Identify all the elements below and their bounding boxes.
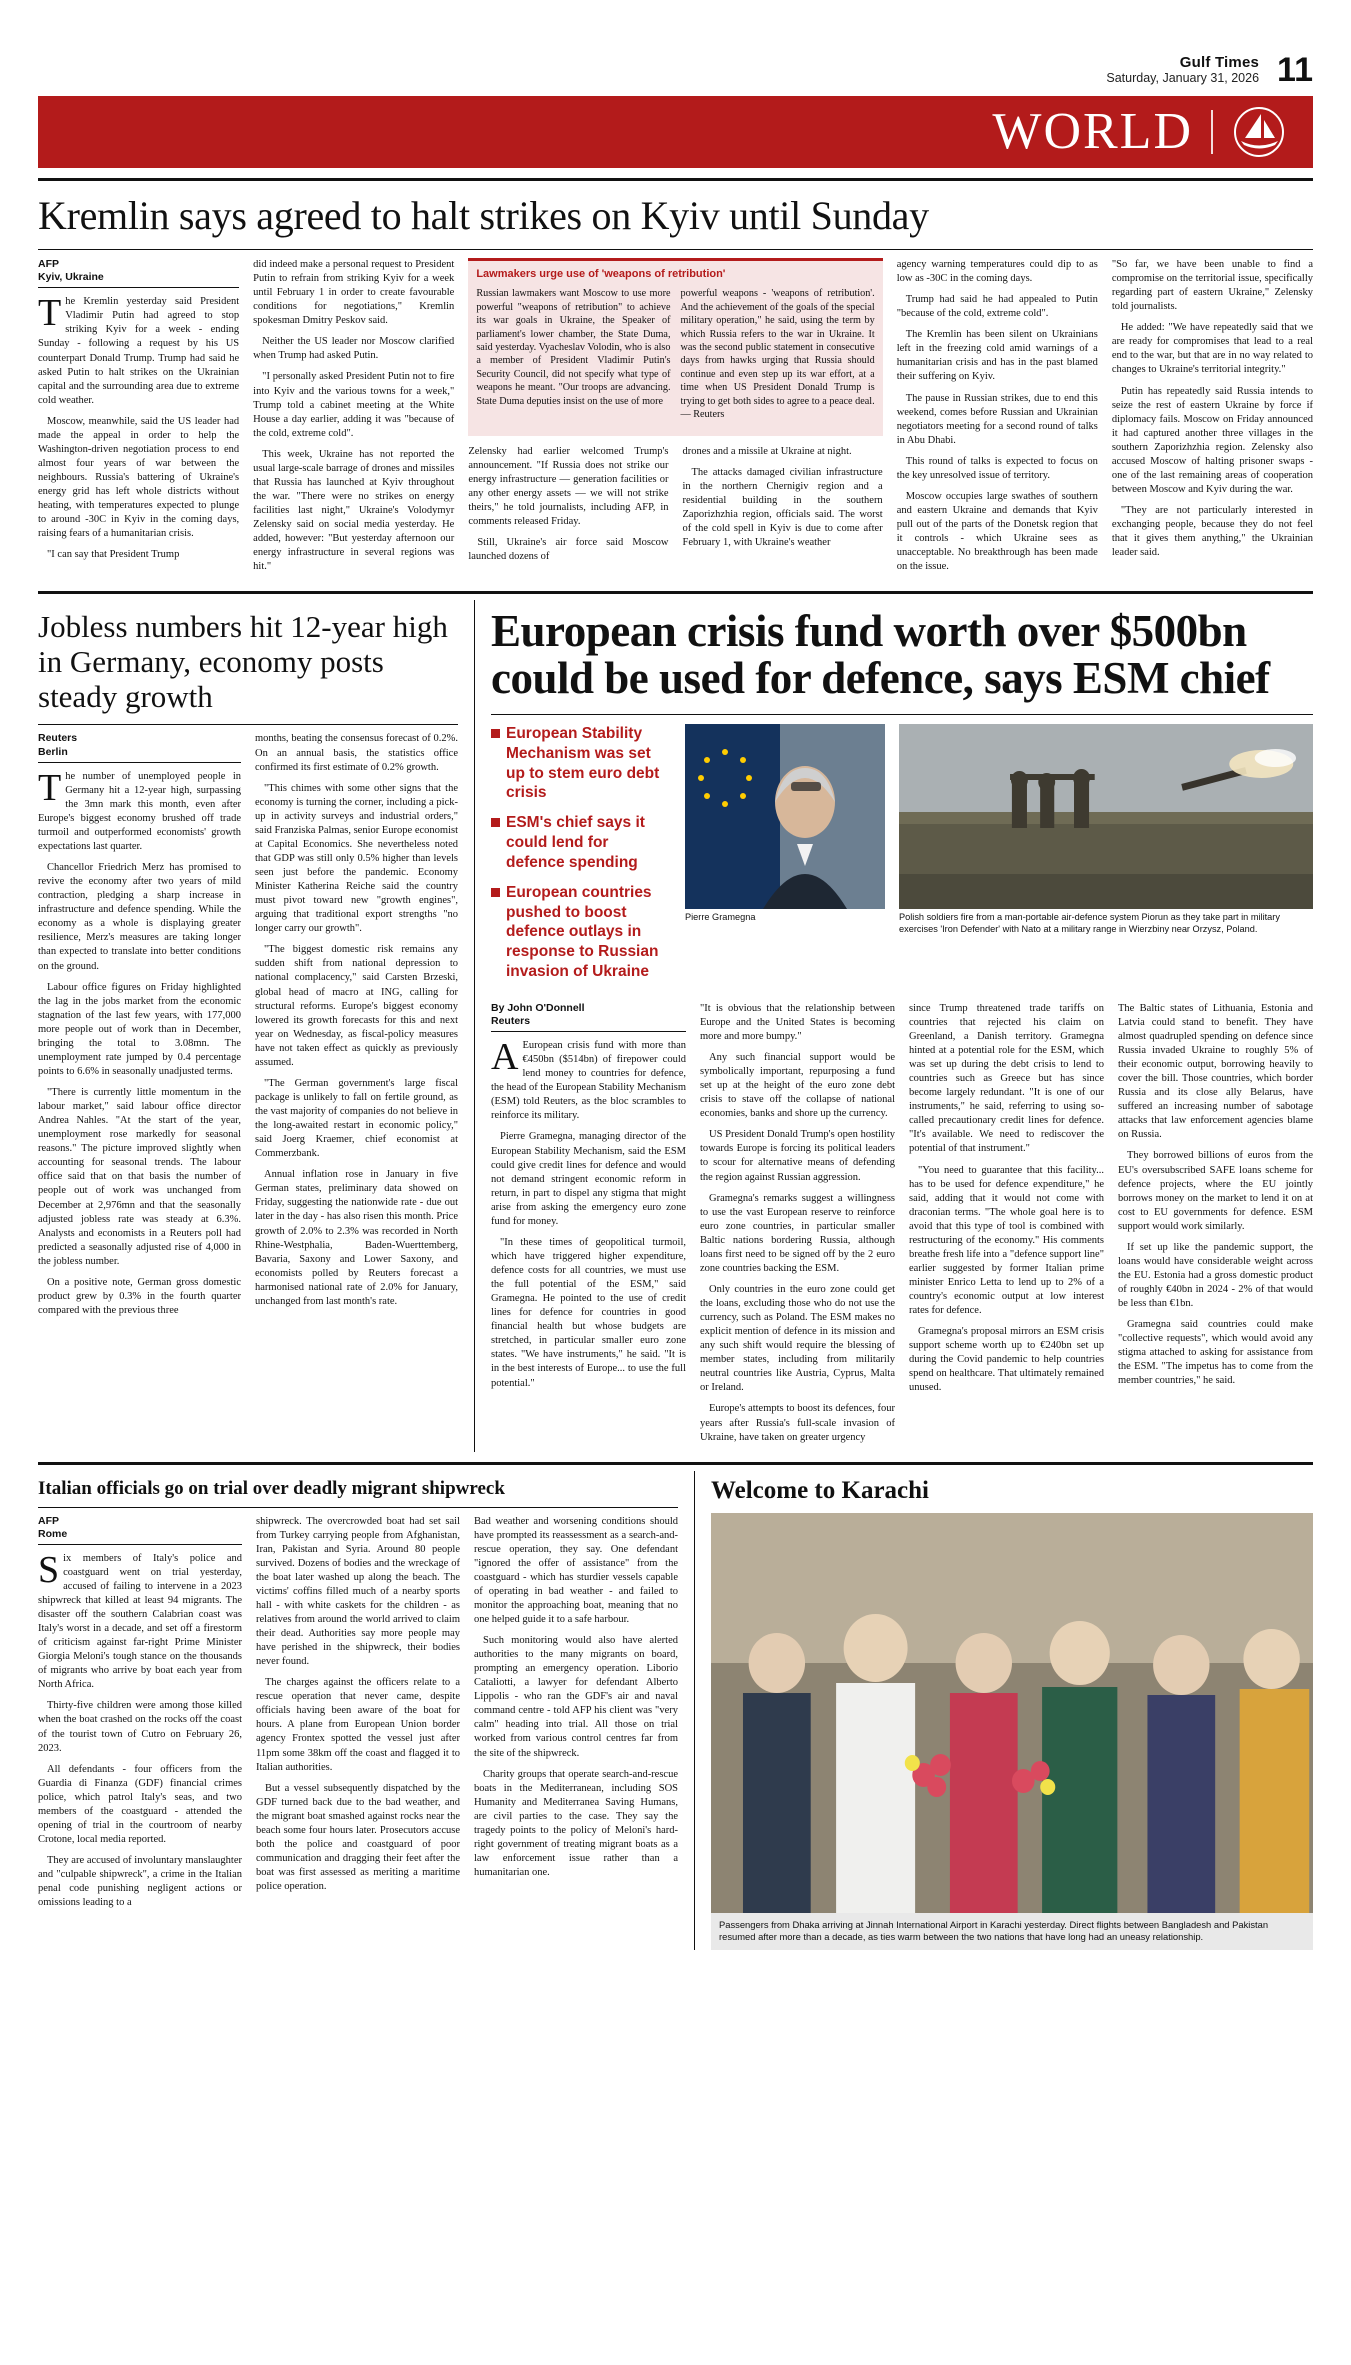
- paragraph: "It is obvious that the relationship between Europe and the United States is becoming more and more bumpy.": [700, 1002, 895, 1042]
- lead-headline: Kremlin says agreed to halt strikes on Kyiv until Sunday: [38, 193, 929, 238]
- paragraph: But a vessel subsequently dispatched by the GDF turned back due to the bad weather, and the migrant boat smashed against rocks near the beach some four hours later. Prosecutors accuse both the police and coastguard of poor communication and dragging their feet after the boat was first assessed as meriting a maritime police operation.: [256, 1782, 460, 1893]
- paragraph: The Kremlin has been silent on Ukrainians left in the freezing cold amid warnings of a humanitarian crisis and has in the past blamed their suffering on Kyiv.: [896, 329, 1098, 383]
- lead-col-3-4: [468, 258, 882, 581]
- esm-bullets: [491, 724, 671, 992]
- paragraph: "So far, we have been unable to find a compromise on the territorial issue, specifically regarding part of eastern Ukraine," Zelensky told journalists.: [1111, 259, 1313, 313]
- paragraph: He added: "We have repeatedly said that we are ready for compromises that lead to a real end to the war, but that are in no way related to changes to Ukraine's territorial integrity.": [1111, 322, 1313, 376]
- lead-col-2-text: [253, 258, 454, 574]
- paragraph: "The biggest domestic risk remains any sudden shift from national depression to national complacency," said Carsten Brzeski, global head of macro at ING, calling for structural reforms. Europe's biggest economy lowered its growth forecasts for this and next year on Wednesday, as fiscal-policy measures have not taken effect as quickly as previously assumed.: [255, 944, 458, 1068]
- esm-bullet-1: European Stability Mechanism was set up to stem euro debt crisis: [491, 724, 671, 803]
- germany-col-2-text: [255, 732, 458, 1308]
- germany-byline-agency: Reuters: [38, 732, 78, 745]
- paragraph: "They are not particularly interested in exchanging people, because they do not feel that it gives them anything," the Ukrainian leader said.: [1111, 505, 1313, 559]
- paragraph: The attacks damaged civilian infrastructure in the northern Chernigiv region and a residential building in the southern Zaporizhzhia region, officials said. The worst of the cold spell in Kyiv is due to come after February 1, with Ukraine's weather: [682, 466, 883, 549]
- banner-divider: [1211, 110, 1213, 154]
- karachi-headline: Welcome to Karachi: [711, 1476, 929, 1504]
- esm-bullet-2: ESM's chief says it could lend for defence spending: [491, 813, 671, 872]
- shipwreck-headline-rule: [38, 1507, 678, 1508]
- shipwreck-byline-location: Rome: [38, 1527, 68, 1540]
- esm-photo-2-wrap: [899, 724, 1313, 992]
- paragraph: Thirty-five children were among those killed when the boat crashed on the rocks off the coast of the tourist town of Cutro on February 26, 2023.: [38, 1700, 242, 1754]
- paragraph: since Trump threatened trade tariffs on countries that rejected his claim on Greenland, a Danish territory. Gramegna hinted at a potential role for the ESM, which was set up during the debt crisis to lend to countries such as Greece but has since become largely redundant. "It is one of our instruments," he said, referring to using so-called precautionary credit lines for defence. "It's available. We need to rediscover the potential of that instrument.": [909, 1002, 1104, 1155]
- lead-story-columns: [38, 258, 1313, 581]
- paragraph: They are accused of involuntary manslaughter and "culpable shipwreck", a crime in the Italian penal code punishing negligent actions or omissions leading to a: [38, 1855, 242, 1909]
- bottom-block: [38, 1471, 1313, 1950]
- shipwreck-byline: [38, 1515, 242, 1545]
- middle-block: [38, 600, 1313, 1451]
- paragraph: shipwreck. The overcrowded boat had set sail from Turkey carrying people from Afghanistan, Iran, Pakistan and Syria. Around 80 people survived. Dozens of bodies and the wreckage of the boat later washed up along the beach. The victims' coffins filled much of a nearby sports hall - with white caskets for the children - as relatives from around the world arrived to claim their dead. Authorities say more people may have perished in the shipwreck, their bodies never found.: [256, 1515, 460, 1668]
- section-title: WORLD: [992, 103, 1193, 160]
- paragraph: Such monitoring would also have alerted authorities to the many migrants on board, prompting an emergency operation. Liborio Cataliotti, a lawyer for defendant Alberto Lippolis - who ran the GDF's air and naval command centre - told AFP his client was "very calm" heading into trial. All those on trial worked from various control centres far from the site of the shipwreck.: [474, 1635, 678, 1759]
- page-number: 11: [1277, 50, 1313, 89]
- lead-col-1-text: [38, 292, 240, 562]
- paragraph: Putin has repeatedly said Russia intends to seize the rest of eastern Ukraine by force if diplomacy fails. Moscow on Friday announced it had captured another three villages in the southern Zaporizhzhia region. Zelensky also accused Moscow of halting prisoner swaps - one of the last remaining areas of cooperation between Moscow and Kyiv during the war.: [1111, 385, 1313, 495]
- paragraph: Zelensky had earlier welcomed Trump's announcement. "If Russia does not strike our energy infrastructure — generation facilities or any other energy assets — we will not strike theirs," he told journalists, including AFP, in comments released Friday.: [468, 445, 669, 528]
- shipwreck-col-1-text: [38, 1548, 242, 1911]
- karachi-feature: [711, 1471, 1313, 1950]
- esm-body-columns: [491, 1002, 1313, 1452]
- germany-story: [38, 600, 458, 1451]
- paragraph: Annual inflation rose in January in five German states, preliminary data showed on Friday, suggesting the nationwide rate - due out later in the day - has also risen this month. Price growth of 2.0% to 2.3% was recorded in North Rhine-Westphalia, Baden-Wuerttemberg, Bavaria, Saxony and Lower Saxony, and economists polled by Reuters forecast a harmonised national rate of 2.0% for January, unchanged from last month's rate.: [255, 1169, 458, 1307]
- retribution-box: [468, 258, 882, 436]
- paragraph: "I personally asked President Putin not to fire into Kyiv and the various towns for a week," Trump told a cabinet meeting at the White House a day earlier, adding it was "because of the cold, extreme cold".: [253, 371, 455, 439]
- paragraph: months, beating the consensus forecast of 0.2%. On an annual basis, the statistics office confirmed its first estimate of 0.2% growth.: [255, 733, 458, 773]
- paragraph: If set up like the pandemic support, the loans would have considerable weight across the EU. Estonia had a gross domestic product of roughly €40bn in 2024 - 2% of that would be less than €1bn.: [1118, 1241, 1313, 1310]
- lead-col-6-text: [1112, 258, 1313, 560]
- section-banner: [38, 96, 1313, 168]
- photo-polish-soldiers: [899, 724, 1313, 909]
- paragraph: "This chimes with some other signs that the economy is turning the corner, including a pick-up in activity surveys and industrial orders," said Franziska Palmas, senior Europe economist at Capital Economics. She nevertheless noted that GDP was still only 0.5% higher than levels seen just before the pandemic. Economy Minister Katherina Reiche said the country must pivot toward new "growth engines", arguing that traditional export strengths "no longer carry our growth".: [255, 782, 458, 935]
- retribution-box-col-1: [476, 287, 670, 428]
- germany-col-2: [255, 732, 458, 1325]
- paragraph: This week, Ukraine has not reported the usual large-scale barrage of drones and missiles that Russia has launched at Kyiv throughout the war. "There were no strikes on energy facilities last night," Ukraine's Volodymyr Zelensky said on social media yesterday. He added, however: "But yesterday afternoon our energy infrastructure in several regions was hit.": [253, 448, 455, 573]
- paragraph: They borrowed billions of euros from the EU's oversubscribed SAFE loans scheme for defence projects, where the EU jointly borrows money on the market to lend it on at cost to EU governments for defence. ESM support would work similarly.: [1118, 1150, 1313, 1232]
- esm-story: [491, 600, 1313, 1451]
- lead-byline: [38, 258, 239, 288]
- esm-headline: European crisis fund worth over $500bn could be used for defence, says ESM chief: [491, 606, 1270, 704]
- esm-byline: [491, 1002, 686, 1032]
- paragraph: The Baltic states of Lithuania, Estonia and Latvia could stand to benefit. They have almost quadrupled spending on defence since Russia invaded Ukraine to roughly 5% of their economic output, borrowing heavily to cover the bill. Those countries, which border Russia and its close ally Belarus, have suffered an increasing number of sabotage attacks that law enforcement agencies blame on Russia.: [1118, 1002, 1313, 1141]
- esm-col-1-text: [491, 1036, 686, 1391]
- paragraph: did indeed make a personal request to President Putin to refrain from striking Kyiv for a week until February 1 in order to create favourable conditions for negotiations," Kremlin spokesman Dmitry Peskov said.: [253, 259, 455, 327]
- masthead: [38, 28, 1313, 89]
- paragraph: Charity groups that operate search-and-rescue boats in the Mediterranean, including SOS Humanity and Mediterranea Saving Humans, are civil parties to the case. They say the tragedy points to the policy of Meloni's hard-right government of treating migrant boats as a law enforcement issue rather than a humanitarian one.: [474, 1768, 678, 1879]
- photo-1-caption: Pierre Gramegna: [685, 911, 756, 922]
- paragraph: Moscow occupies large swathes of southern and eastern Ukraine and demands that Kyiv pull out of the parts of the Donetsk region that it controls - which Ukraine sees as unacceptable. No breakthrough has been made on the issue.: [896, 490, 1098, 573]
- middle-vertical-rule: [474, 600, 475, 1451]
- karachi-caption: Passengers from Dhaka arriving at Jinnah International Airport in Karachi yesterday. Direct flights between Bangladesh and Pakistan resumed after more than a decade, as ties warm between the two nations that have long had an uneasy relationship.: [711, 1913, 1313, 1950]
- paragraph: All defendants - four officers from the Guardia di Finanza (GDF) financial crimes police, which patrol Italy's seas, and two members of the coastguard - attended the opening of trial in the courtroom of nearby Crotone, local media reported.: [38, 1763, 242, 1845]
- photo-karachi-arrivals: [711, 1513, 1313, 1913]
- esm-byline-agency: Reuters: [491, 1014, 531, 1027]
- paragraph: agency warning temperatures could dip to as low as -30C in the coming days.: [896, 259, 1098, 285]
- esm-headline-rule: [491, 714, 1313, 715]
- shipwreck-col-1: [38, 1515, 242, 1918]
- esm-photo-1-wrap: [685, 724, 885, 992]
- esm-bullet-3: European countries pushed to boost defence outlays in response to Russian invasion of Ukraine: [491, 883, 671, 982]
- lead-col-4-text: [683, 445, 883, 572]
- paragraph: US President Donald Trump's open hostility towards Europe is forcing its political leaders to scour for alternative means of defending the region against Russian aggression.: [700, 1129, 895, 1183]
- lead-col-3-text: [468, 445, 668, 572]
- shipwreck-byline-agency: AFP: [38, 1514, 59, 1527]
- paragraph: "The German government's large fiscal package is unlikely to fall on fertile ground, as the vast majority of companies do not believe in the long-awaited restart in economic policy," said Joerg Kraemer, chief economist at Commerzbank.: [255, 1077, 458, 1160]
- esm-col-4: [1118, 1002, 1313, 1452]
- paragraph: Gramegna's proposal mirrors an ESM crisis support scheme worth up to €240bn set up during the Covid pandemic to help countries spend on healthcare. That ultimately remained unused.: [909, 1326, 1104, 1394]
- paragraph: Pierre Gramegna, managing director of the European Stability Mechanism, said the ESM could give credit lines for defence and would not demand stringent economic reform in return, in part to dispel any stigma that might arise from asking the emergency euro zone fund for money.: [491, 1131, 686, 1227]
- lead-col-6: [1112, 258, 1313, 581]
- photo-2-caption: Polish soldiers fire from a man-portable air-defence system Piorun as they take part in military exercises 'Iron Defender' with Nato at a military range in Wierzbiny near Orzysz, Poland.: [899, 911, 1280, 934]
- paragraph: Chancellor Friedrich Merz has promised to revive the economy after two years of mild contraction, pledging a sharp increase in infrastructure and defence spending. While the economy as a whole is displaying greater resilience, Merz's measures are taking longer than expected to translate into better conditions on the ground.: [38, 862, 241, 972]
- esm-col-1: [491, 1002, 686, 1452]
- paragraph: The number of unemployed people in Germany hit a 12-year high, surpassing the 3mn mark this month, even after Europe's biggest economy brushed off trade turmoil and outperformed economists' growth expectations last quarter.: [38, 766, 241, 853]
- lead-byline-location: Kyiv, Ukraine: [38, 271, 104, 284]
- lead-headline-rule: [38, 249, 1313, 250]
- paragraph: This round of talks is expected to focus on the key unresolved issue of territory.: [896, 455, 1098, 481]
- shipwreck-col-3: [474, 1515, 678, 1918]
- paragraph: Moscow, meanwhile, said the US leader had made the appeal in order to help the Washington-driven negotiation process to end almost four years of war between the neighbours. Russia's battering of Ukraine's energy grid has left whole districts without heating, with temperatures expected to plunge to around -30C in Kyiv in the coming days, raising fears of a humanitarian crisis.: [38, 415, 240, 540]
- paragraph: The pause in Russian strikes, due to end this weekend, comes before Russian and Ukrainian negotiators meeting for a second round of talks in Abu Dhabi.: [896, 392, 1098, 446]
- paragraph: Gramegna said countries could make "collective requests", which would avoid any stigma attached to asking for assistance from the ESM. "The impetus has to come from the member countries," he said.: [1118, 1319, 1313, 1387]
- esm-col-3: [909, 1002, 1104, 1452]
- paragraph: On a positive note, German gross domestic product grew by 0.3% in the fourth quarter compared with the previous three: [38, 1276, 241, 1316]
- shipwreck-headline: Italian officials go on trial over deadly migrant shipwreck: [38, 1477, 505, 1499]
- paper-name: Gulf Times: [1179, 54, 1260, 72]
- paragraph: Bad weather and worsening conditions should have prompted its reassessment as a search-and-rescue operation, they say. One defendant "ignored the offer of assistance" from the coastguard - which has sturdier vessels capable of operating in bad weather - and failed to monitor the approaching boat, meaning that no one helped guide it to a safe harbour.: [474, 1515, 678, 1625]
- paragraph: AEuropean crisis fund with more than €450bn ($514bn) of firepower could lend money to countries for defence, the head of the European Stability Mechanism (ESM) told Reuters, as the bloc scrambles to reinforce its military.: [491, 1036, 686, 1122]
- paragraph: drones and a missile at Ukraine at night.: [682, 445, 852, 457]
- lead-col-5-text: [897, 258, 1098, 574]
- shipwreck-story: [38, 1471, 678, 1950]
- lead-col-1: [38, 258, 239, 581]
- middle-bottom-rule: [38, 1462, 1313, 1465]
- germany-byline: [38, 732, 241, 762]
- paragraph: Europe's attempts to boost its defences, four years after Russia's full-scale invasion of Ukraine, have taken on greater urgency: [700, 1403, 895, 1443]
- paragraph: "I can say that President Trump: [47, 549, 180, 561]
- paper-date: Saturday, January 31, 2026: [1106, 71, 1260, 86]
- germany-col-1: [38, 732, 241, 1325]
- paragraph: Trump had said he had appealed to Putin "because of the cold, extreme cold".: [896, 294, 1098, 320]
- paragraph: Gramegna's remarks suggest a willingness to use the vast European reserve to reinforce euro zone countries, in particular smaller Baltic nations bordering Russia, although loans first need to be signed off by the 2 euro zone countries backing the ESM.: [700, 1192, 895, 1274]
- photo-pierre-gramegna: [685, 724, 885, 909]
- bottom-vertical-rule: [694, 1471, 695, 1950]
- paragraph: "In these times of geopolitical turmoil, which have triggered higher expenditure, defence costs for all countries, we must use the full potential of the ESM," said Gramegna. He pointed to the use of credit lines for defence for countries in good financial health but whose budgets are stretched, in particular smaller euro zone states. "We have instruments," he said. "It is in the best interests of Europe... to use the full potential.": [491, 1236, 686, 1389]
- lead-col-2: [253, 258, 454, 581]
- paragraph: Labour office figures on Friday highlighted the lag in the jobs market from the economic stagnation of the last few years, with 177,000 more people out of work than in December, bringing the total to 3.08mn. The unemployment rate jumped by 0.4 percentage points to 6.6% in seasonally unadjusted terms.: [38, 981, 241, 1077]
- germany-headline: Jobless numbers hit 12-year high in Germany, economy posts steady growth: [38, 609, 448, 714]
- paragraph: Six members of Italy's police and coastguard went on trial yesterday, accused of failing to intervene in a 2023 shipwreck that killed at least 94 migrants. The disaster off the southern Calabrian coast was Italy's worst in a decade, and set off a firestorm of criticism against far-right Prime Minister Giorgia Meloni's tough stance on the thousands of migrants who arrive by boat each year from North Africa.: [38, 1548, 242, 1691]
- shipwreck-col-2: [256, 1515, 460, 1918]
- germany-byline-location: Berlin: [38, 745, 68, 758]
- germany-headline-rule: [38, 724, 458, 725]
- paragraph: Any such financial support would be symbolically important, repurposing a fund set up at the height of the euro zone debt crisis to stave off the collapse of national economies, banks and shore up the currency.: [700, 1052, 895, 1120]
- retribution-box-title: Lawmakers urge use of 'weapons of retribution': [476, 268, 726, 280]
- banner-bottom-rule: [38, 178, 1313, 181]
- germany-col-1-text: [38, 766, 241, 1318]
- paragraph: Still, Ukraine's air force said Moscow launched dozens of: [468, 537, 669, 563]
- paragraph: "There is currently little momentum in the labour market," said labour office director Andrea Nahles. "At the start of the year, unemployment rose markedly for seasonal reasons." The picture improved slightly when accounting for seasonal trends. The labour office said that on that basis the number of people out of work was unchanged from December at 2,976mn and that the seasonally adjusted jobless rate was steady at 6.3%. Analysts and economists in a Reuters poll had predicted a seasonally adjusted rise of 4,000 in the jobless number.: [38, 1087, 241, 1267]
- paragraph: "You need to guarantee that this facility... has to be used for defence expenditure," he said, adding that it would not come with draconian terms. "The whole goal here is to avoid that this type of tool is combined with restructuring of the economy." His comments breathe fresh life into a "defence support line" earlier suggested by former Italian prime minister Enrico Letta to lend up to 2% of a country's economic output at low interest rates for defence.: [909, 1164, 1104, 1317]
- esm-byline-author: By John O'Donnell: [491, 1001, 585, 1014]
- dhow-logo-icon: [1231, 106, 1287, 158]
- paragraph: Only countries in the euro zone could get the loans, excluding those who do not use the currency, such as Poland. The ESM makes no explicit mention of defence in its mission and any such shift would require the blessing of member states, including from militarily neutral countries like Austria, Cyprus, Malta or Ireland.: [700, 1283, 895, 1394]
- paragraph: The charges against the officers relate to a rescue operation that never came, despite officials having been aware of the boat for hours. A plane from European Union border agency Frontex spotted the vessel just after 11pm some 38km off the coast and flagged it to Italian authorities.: [256, 1677, 460, 1773]
- paragraph: Russian lawmakers want Moscow to use more powerful "weapons of retribution" to achieve its war goals in Ukraine, the Speaker of parliament's lower chamber, the State Duma, said yesterday. Vyacheslav Volodin, who is also a member of President Vladimir Putin's Security Council, did not specify what type of weapons he meant. "Our troops are advancing. State Duma deputies insist on the use of more: [476, 288, 671, 407]
- retribution-box-col-2: [681, 287, 875, 428]
- lead-byline-agency: AFP: [38, 258, 59, 270]
- paragraph: The Kremlin yesterday said President Vladimir Putin had agreed to stop striking Kyiv for a week - ending Sunday - following a request by his US counterpart Donald Trump. Trump had said he asked Putin to halt strikes on the Ukrainian capital and the surrounding area due to extreme cold weather.: [38, 292, 240, 406]
- esm-col-2: [700, 1002, 895, 1452]
- esm-media-row: [491, 724, 1313, 992]
- lead-bottom-rule: [38, 591, 1313, 594]
- paragraph: powerful weapons - 'weapons of retribution'. And the achievement of the goals of the special military operation," he said, using the term by which Russia refers to the war in Ukraine. It was the second public statement in consecutive days from hawks urging that Russia should continue and even step up its war effort, at a time when US President Donald Trump is trying to get both sides to agree to a peace deal. — Reuters: [680, 288, 875, 421]
- lead-col-5: [897, 258, 1098, 581]
- paragraph: Neither the US leader nor Moscow clarified when Trump had asked Putin.: [253, 336, 455, 362]
